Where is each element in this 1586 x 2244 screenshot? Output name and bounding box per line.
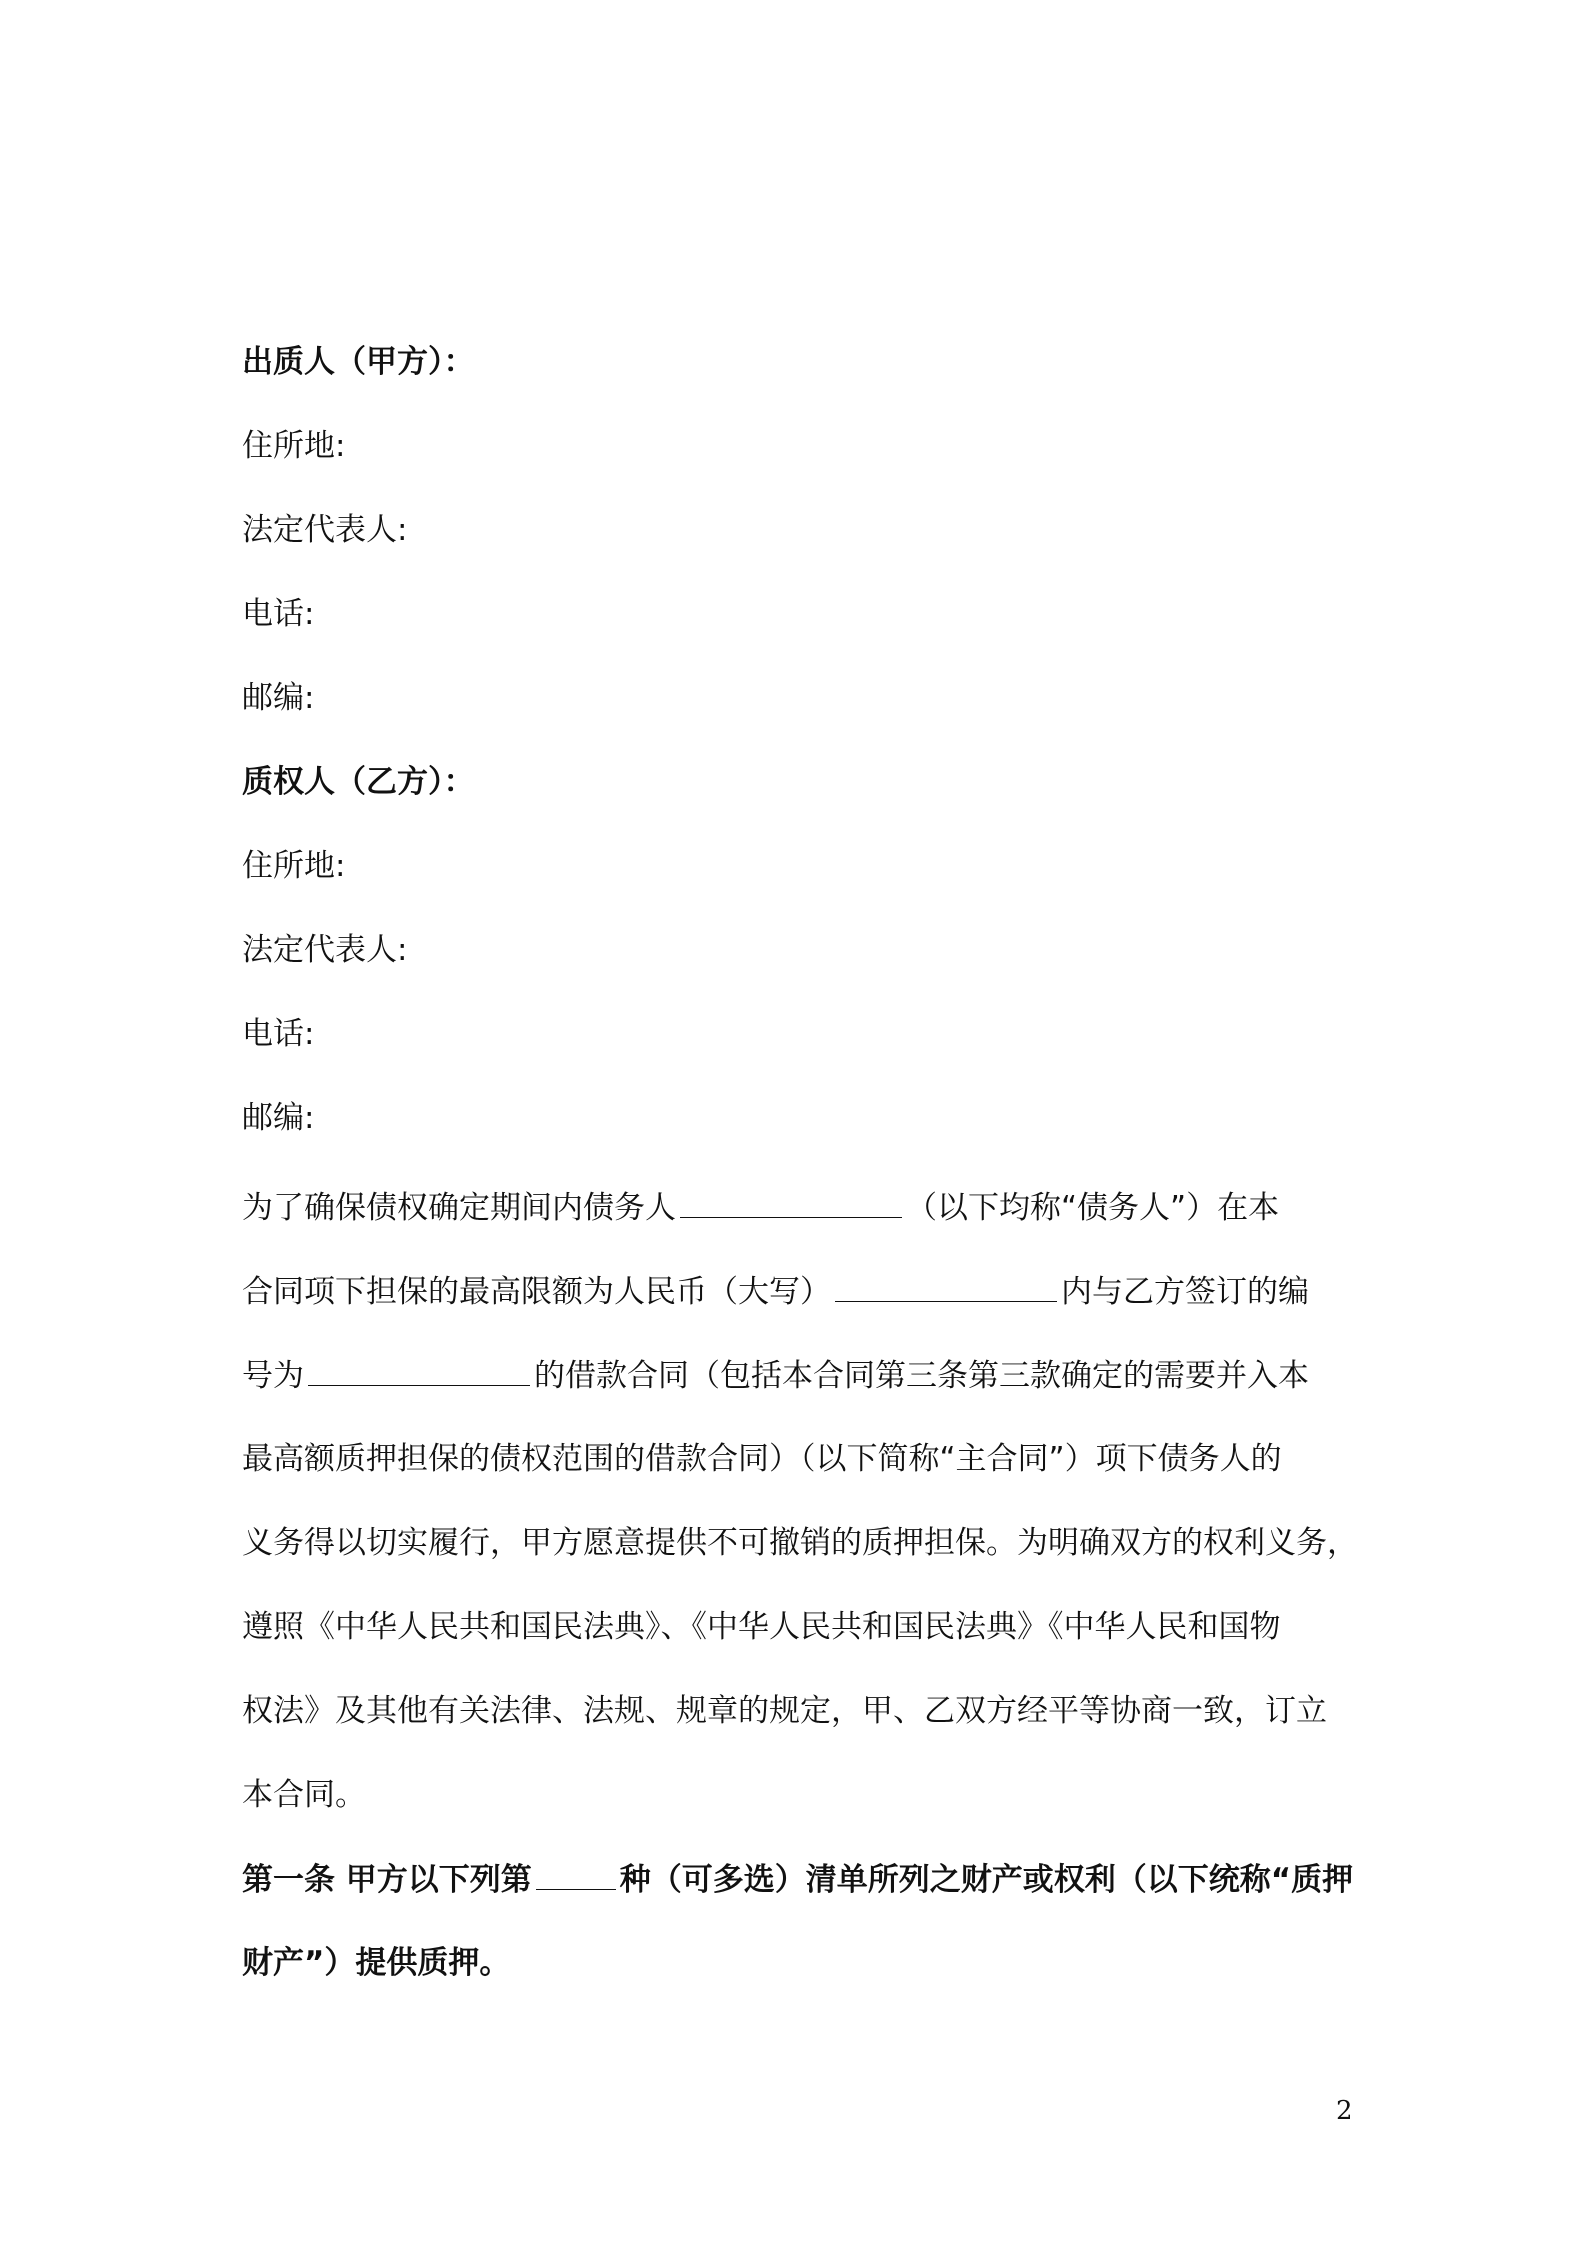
party-a-heading: 出质人（甲方）：	[242, 344, 475, 380]
party-b-postcode-label: 邮编:	[242, 1100, 315, 1136]
preamble-text: 的借款合同（包括本合同第三条第三款确定的需要并入本	[534, 1358, 1309, 1394]
party-b-heading: 质权人（乙方）：	[242, 764, 475, 800]
preamble-text: 合同项下担保的最高限额为人民币（大写）	[242, 1274, 831, 1310]
party-a-legal-rep-label: 法定代表人:	[242, 512, 408, 548]
article-1-line	[242, 1859, 1353, 1899]
party-a-address-label: 住所地:	[242, 428, 346, 464]
preamble-line	[242, 1271, 1309, 1311]
party-b-address-label: 住所地:	[242, 848, 346, 884]
party-a-postcode-label: 邮编:	[242, 680, 315, 716]
page-number: 2	[1336, 2096, 1353, 2126]
preamble-line	[242, 1355, 1309, 1395]
article-1-text: 种（可多选）清单所列之财产或权利（以下统称“质押	[619, 1862, 1354, 1898]
party-b-legal-rep-label: 法定代表人:	[242, 932, 408, 968]
preamble-line: 本合同。	[242, 1777, 366, 1813]
article-1-text: 第一条 甲方以下列第	[242, 1862, 532, 1898]
article-1-line: 财产”）提供质押。	[242, 1945, 511, 1981]
item-count-blank[interactable]	[536, 1859, 616, 1890]
preamble-text: （以下均称“债务人”）在本	[906, 1190, 1280, 1226]
contract-number-blank[interactable]	[308, 1355, 530, 1386]
preamble-text: 号为	[242, 1358, 304, 1394]
preamble-line: 最高额质押担保的债权范围的借款合同）（以下简称“主合同”）项下债务人的	[242, 1441, 1282, 1477]
party-a-phone-label: 电话:	[242, 596, 315, 632]
preamble-line: 权法》及其他有关法律、法规、规章的规定，甲、乙双方经平等协商一致，订立	[242, 1693, 1327, 1729]
party-b-phone-label: 电话:	[242, 1016, 315, 1052]
preamble-line: 义务得以切实履行，甲方愿意提供不可撤销的质押担保。为明确双方的权利义务，	[242, 1525, 1358, 1561]
preamble-line: 遵照《中华人民共和国民法典》、《中华人民共和国民法典》《中华人民和国物	[242, 1609, 1281, 1645]
max-amount-blank[interactable]	[835, 1271, 1057, 1302]
preamble-text: 为了确保债权确定期间内债务人	[242, 1190, 676, 1226]
debtor-blank[interactable]	[680, 1187, 902, 1218]
preamble-line	[242, 1187, 1279, 1227]
preamble-text: 内与乙方签订的编	[1061, 1274, 1309, 1310]
